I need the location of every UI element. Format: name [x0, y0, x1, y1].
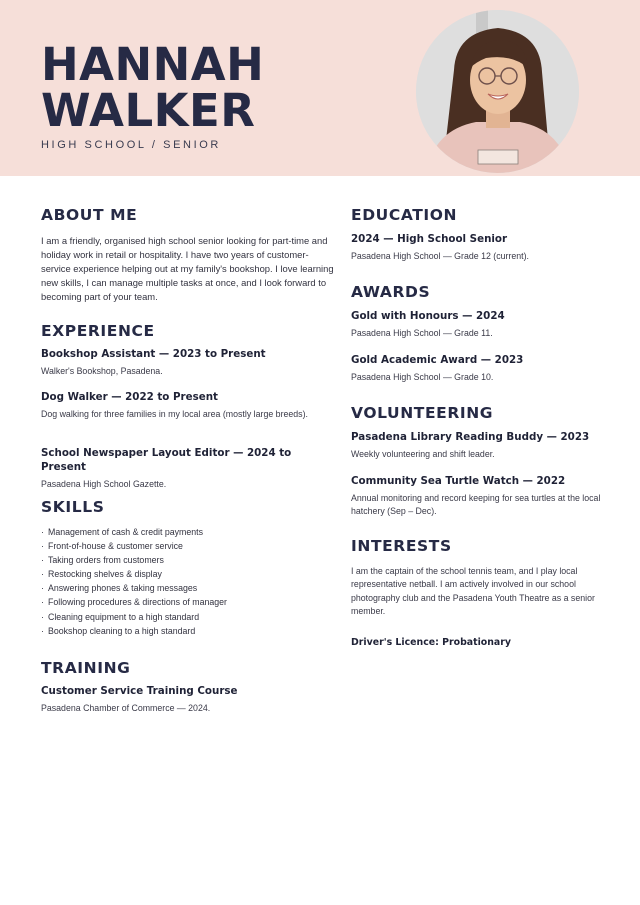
volunteering-section: [351, 404, 611, 518]
award-detail: Pasadena High School — Grade 10.: [351, 372, 494, 382]
about-text: I am a friendly, organised high school senior looking for part-time and holiday work in retail or hospitality. I have two years of customer-service experience helping out at my family's bookshop. I love learning new skills, I can manage multiple tasks at once, and I look forward to becoming part of your team.: [41, 235, 334, 302]
experience-role: School Newspaper Layout Editor — 2024 to Present: [41, 447, 292, 473]
experience-role: Bookshop Assistant — 2023 to Present: [41, 348, 266, 360]
skill-item: · Management of cash & credit payments: [41, 525, 337, 539]
training-name: Customer Service Training Course: [41, 685, 238, 697]
skill-item: · Front-of-house & customer service: [41, 539, 337, 553]
about-section: [41, 206, 337, 304]
awards-title: AWARDS: [351, 283, 431, 301]
skill-item: · Taking orders from customers: [41, 553, 337, 567]
candidate-subtitle: HIGH SCHOOL / SENIOR: [41, 139, 221, 151]
last-name: WALKER: [41, 84, 256, 137]
drivers-licence: Driver's Licence: Probationary: [351, 636, 511, 648]
interests-text: I am the captain of the school tennis team, and I play local representative netball. I am actively involved in our school photography club and the Pasadena Youth Theatre as a senior member.: [351, 566, 595, 617]
award-item: [351, 353, 611, 384]
portrait-illustration: [416, 10, 579, 173]
volunteering-name: Pasadena Library Reading Buddy — 2023: [351, 431, 590, 443]
experience-item: [41, 446, 337, 491]
skill-item: · Restocking shelves & display: [41, 567, 337, 581]
education-section: [351, 206, 611, 263]
awards-section: [351, 283, 611, 384]
skill-item: · Following procedures & directions of manager: [41, 595, 337, 609]
about-title: ABOUT ME: [41, 206, 138, 224]
experience-item: [41, 347, 266, 378]
education-name: 2024 — High School Senior: [351, 233, 508, 245]
volunteering-item: [351, 474, 611, 518]
volunteering-detail: Annual monitoring and record keeping for sea turtles at the local hatchery (Sep – Dec).: [351, 493, 601, 516]
skill-item: · Bookshop cleaning to a high standard: [41, 624, 337, 638]
experience-item: [41, 390, 337, 421]
resume-header: [0, 0, 640, 176]
award-item: [351, 309, 611, 340]
training-detail: Pasadena Chamber of Commerce — 2024.: [41, 703, 211, 713]
training-section: [41, 659, 337, 715]
education-detail: Pasadena High School — Grade 12 (current).: [351, 251, 529, 261]
award-name: Gold with Honours — 2024: [351, 310, 505, 322]
volunteering-item: [351, 430, 611, 461]
candidate-name: [41, 38, 265, 137]
experience-section: [41, 322, 337, 489]
first-name: HANNAH: [41, 38, 265, 91]
volunteering-detail: Weekly volunteering and shift leader.: [351, 449, 495, 459]
volunteering-title: VOLUNTEERING: [351, 404, 494, 422]
experience-detail: Pasadena High School Gazette.: [41, 479, 167, 489]
training-title: TRAINING: [41, 659, 131, 677]
award-name: Gold Academic Award — 2023: [351, 354, 524, 366]
skills-list: [41, 525, 337, 638]
skills-title: SKILLS: [41, 498, 105, 516]
experience-detail: Walker's Bookshop, Pasadena.: [41, 366, 163, 376]
education-item: [351, 232, 611, 263]
skill-item: · Answering phones & taking messages: [41, 581, 337, 595]
interests-title: INTERESTS: [351, 537, 452, 555]
profile-photo: [416, 10, 579, 173]
experience-role: Dog Walker — 2022 to Present: [41, 391, 218, 403]
experience-title: EXPERIENCE: [41, 322, 155, 340]
skills-section: [41, 498, 337, 638]
skill-item: · Cleaning equipment to a high standard: [41, 610, 337, 624]
volunteering-name: Community Sea Turtle Watch — 2022: [351, 475, 566, 487]
interests-section: [351, 537, 611, 650]
experience-detail: Dog walking for three families in my local area (mostly large breeds).: [41, 409, 308, 419]
training-item: [41, 684, 337, 715]
education-title: EDUCATION: [351, 206, 458, 224]
award-detail: Pasadena High School — Grade 11.: [351, 328, 493, 338]
